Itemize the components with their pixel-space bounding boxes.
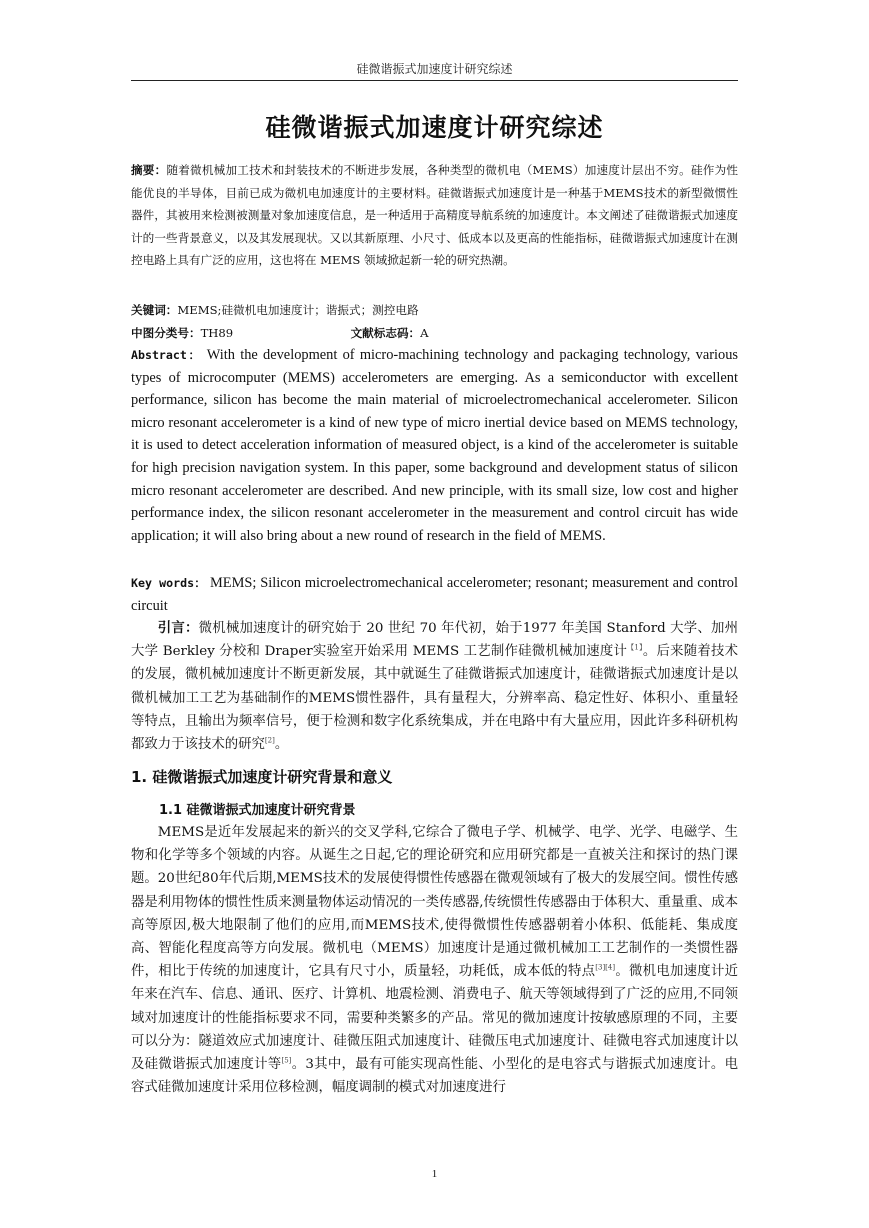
s11-text-3: 。3其中，最有可能实现高性能、小型化的是电容式与谐振式加速度计。电容式硅微加速度计采用位移检测，幅度调制的模式对加速度进行 bbox=[131, 1057, 738, 1096]
s11-text-2: 。微机电加速度计近年来在汽车、信息、通讯、医疗、计算机、地震检测、消费电子、航天等领域得到了广泛的应用,不同领域对加速度计的性能指标要求不同，需要种类繁多的产品。常见的微加速度计按敏感原理的不同，主要可以分为：隧道效应式加速度计、硅微压阻式加速度计、硅微压电式加速度计、硅微电容式加速度计以及硅微谐振式加速度计等 bbox=[131, 964, 739, 1073]
s11-text-1: MEMS是近年发展起来的新兴的交叉学科,它综合了微电子学、机械学、电学、光学、电磁学、生物和化学等多个领域的内容。从诞生之日起,它的理论研究和应用研究都是一直被关注和探讨的热门课题。20世纪80年代后期,MEMS技术的发展使得惯性传感器在微观领域有了极大的发展空间。惯性传感器是利用物体的惯性性质来测量物体运动情况的一类传感器,传统惯性传感器由于体积大、重量重、成本高等原因,极大地限制了他们的应用,而MEMS技术,使得微惯性传感器朝着小体积、低能耗、集成度高、智能化程度高等方向发展。微机电（MEMS）加速度计是通过微机械加工工艺制作的一类惯性器件，相比于传统的加速度计，它具有尺寸小，质量轻，功耗低，成本低的特点 bbox=[131, 825, 738, 980]
citation-5: [5] bbox=[281, 1056, 292, 1065]
abstract-en-label: Abstract： bbox=[131, 348, 202, 362]
doc-code-value: A bbox=[420, 326, 429, 340]
keywords-cn bbox=[131, 299, 738, 321]
citation-2: [2] bbox=[264, 736, 275, 745]
intro-text-2: 。后来随着技术的发展，微机械加速度计不断更新发展，其中就诞生了硅微谐振式加速度计，硅微谐振式加速度计是以微机械加工工艺为基础制作的MEMS惯性器件，具有量程大，分辨率高、稳定性好、体积小、重量轻等特点，且输出为频率信号，便于检测和数字化系统集成，并在电路中有大量应用，因此许多科研机构都致力于该技术的研究 bbox=[131, 644, 738, 753]
abstract-cn-text: 随着微机械加工技术和封装技术的不断进步发展，各种类型的微机电（MEMS）加速度计层出不穷。硅作为性能优良的半导体，目前已成为微机电加速度计的主要材料。硅微谐振式加速度计是一种基于MEMS技术的新型微惯性器件，其被用来检测被测量对象加速度信息，是一种适用于高精度导航系统的加速度计。本文阐述了硅微谐振式加速度计的一些背景意义，以及其发展现状。又以其新原理、小尺寸、低成本以及更高的性能指标，硅微谐振式加速度计在测控电路上具有广泛的应用，这也将在 MEMS 领域掀起新一轮的研究热潮。 bbox=[131, 163, 738, 267]
page-number: 1 bbox=[431, 1168, 438, 1180]
section-1-1-heading: 1.1 硅微谐振式加速度计研究背景 bbox=[159, 803, 356, 818]
abstract-cn-label: 摘要： bbox=[131, 163, 167, 177]
introduction-paragraph bbox=[131, 617, 738, 756]
paper-title: 硅微谐振式加速度计研究综述 bbox=[265, 113, 604, 142]
abstract-cn bbox=[131, 159, 738, 272]
classification-row bbox=[131, 322, 738, 344]
header-rule bbox=[131, 80, 738, 81]
keywords-en-text: MEMS; Silicon microelectromechanical accelerometer; resonant; measurement and control circuit bbox=[131, 575, 738, 614]
clc-label: 中图分类号： bbox=[131, 326, 201, 340]
abstract-en-text: With the development of micro-machining technology and packaging technology, various types of microcomputer (MEMS) accelerometers are emerging. As a semiconductor with excellent performance, silicon has become the main material of microelectromechanical accelerometer. Silicon micro resonant accelerometer is a kind of new type of micro inertial device based on MEMS technology, it is used to detect acceleration information of measured object, is a kind of the accelerometer is suitable for high precision navigation system. In this paper, some background and development status of silicon micro resonant accelerometer are described. And new principle, with its small size, low cost and higher performance index, the silicon resonant accelerometer in the measurement and control circuit has wide application; it will also bring about a new round of research in the field of MEMS. bbox=[131, 347, 739, 544]
doc-code-label: 文献标志码： bbox=[350, 326, 421, 340]
keywords-en bbox=[131, 572, 738, 617]
intro-text-3: 。 bbox=[274, 737, 289, 753]
intro-text-1: 微机械加速度计的研究始于 20 世纪 70 年代初，始于1977 年美国 Stanford 大学、加州大学 Berkley 分校和 Draper实验室开始采用 MEMS 工艺制作硅微机械加速度计 bbox=[131, 621, 739, 660]
citation-1: 【1】 bbox=[627, 643, 643, 652]
clc-value: TH89 bbox=[200, 326, 234, 340]
abstract-en bbox=[131, 344, 738, 547]
intro-label: 引言： bbox=[157, 621, 199, 636]
running-header: 硅微谐振式加速度计研究综述 bbox=[356, 62, 513, 76]
keywords-en-label: Key words： bbox=[131, 576, 207, 590]
section-1-heading: 1. 硅微谐振式加速度计研究背景和意义 bbox=[131, 768, 393, 786]
keywords-cn-text: MEMS;硅微机电加速度计；谐振式；测控电路 bbox=[177, 303, 419, 317]
keywords-cn-label: 关键词： bbox=[131, 303, 178, 317]
section-1-1-paragraph bbox=[131, 821, 738, 1099]
citation-3-4: [3][4] bbox=[595, 963, 616, 972]
